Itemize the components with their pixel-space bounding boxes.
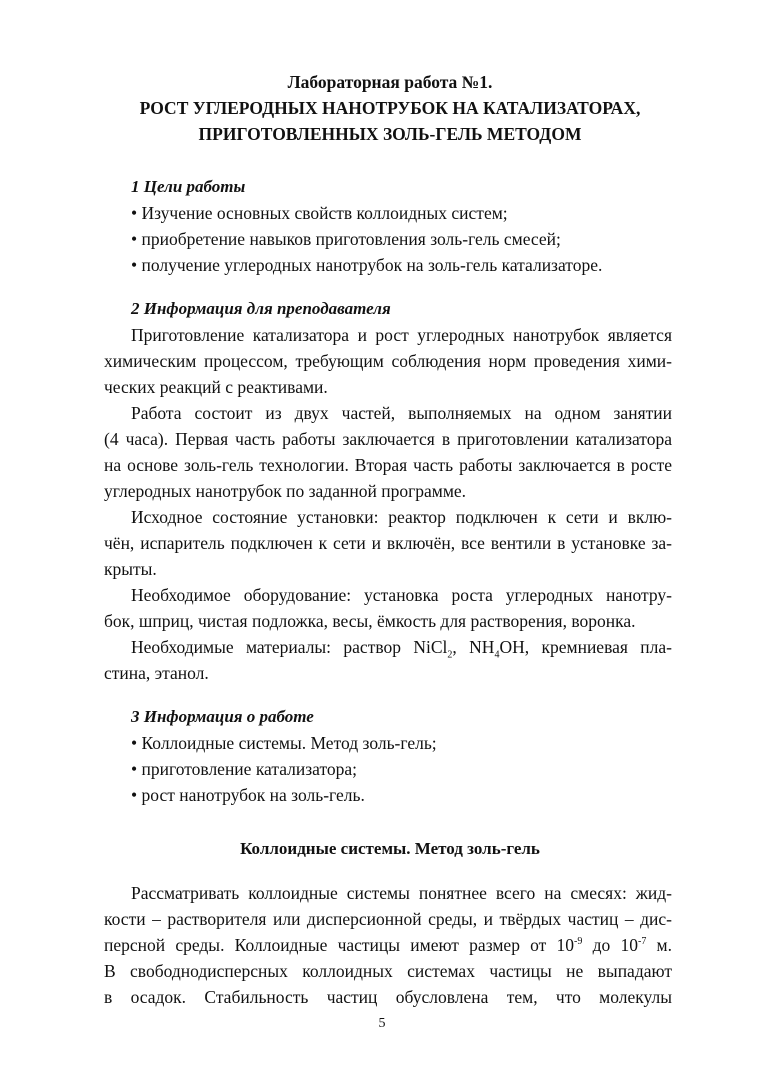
- list-item: • приобретение навыков приготовления золь-гель смесей;: [131, 229, 561, 249]
- section-heading-goals: 1 Цели работы: [131, 177, 246, 196]
- subscript: 4: [494, 649, 500, 661]
- paragraph-line: на основе золь-гель технологии. Вторая часть работы заключается в росте: [104, 455, 672, 475]
- paragraph-line: Рассматривать коллоидные системы понятнее всего на смесях: жид-: [131, 883, 672, 903]
- paragraph-line-materials: [131, 634, 672, 660]
- subscript: 2: [447, 649, 453, 661]
- subsection-heading: Коллоидные системы. Метод золь-гель: [240, 839, 540, 858]
- list-item: • приготовление катализатора;: [131, 759, 358, 779]
- paragraph-line: Необходимое оборудование: установка роста углеродных нанотру-: [131, 585, 672, 605]
- paragraph-line: бок, шприц, чистая подложка, весы, ёмкость для растворения, воронка.: [104, 611, 636, 631]
- list-item: • получение углеродных нанотрубок на золь-гель катализаторе.: [131, 255, 603, 275]
- list-item: • рост нанотрубок на золь-гель.: [131, 785, 365, 805]
- superscript: -7: [637, 936, 647, 948]
- paragraph-line: в осадок. Стабильность частиц обусловлена тем, что молекулы: [104, 987, 672, 1007]
- text-run: , NH: [452, 637, 495, 657]
- lab-title: Лабораторная работа №1.: [287, 72, 493, 92]
- text-run: Необходимые материалы: раствор NiCl: [131, 637, 448, 657]
- section-heading-work-info: 3 Информация о работе: [131, 707, 314, 726]
- list-item: • Изучение основных свойств коллоидных систем;: [131, 203, 508, 223]
- lab-subtitle-line2: ПРИГОТОВЛЕННЫХ ЗОЛЬ-ГЕЛЬ МЕТОДОМ: [198, 124, 582, 144]
- text-run: OH, кремниевая пла-: [499, 637, 672, 657]
- text-run: персной среды. Коллоидные частицы имеют размер от 10: [104, 935, 575, 955]
- text-run: до 10: [582, 935, 638, 955]
- paragraph-line: кости – растворителя или дисперсионной среды, и твёрдых частиц – дис-: [104, 909, 672, 929]
- paragraph-line: ческих реакций с реактивами.: [104, 377, 328, 397]
- paragraph-line: химическим процессом, требующим соблюдения норм проведения хими-: [104, 351, 672, 371]
- paragraph-line: стина, этанол.: [104, 663, 209, 683]
- paragraph-line: В свободнодисперсных коллоидных системах частицы не выпадают: [104, 961, 672, 981]
- section-heading-teacher-info: 2 Информация для преподавателя: [131, 299, 391, 318]
- lab-subtitle-line1: РОСТ УГЛЕРОДНЫХ НАНОТРУБОК НА КАТАЛИЗАТОРАХ,: [139, 98, 641, 118]
- paragraph-line: Приготовление катализатора и рост углеродных нанотрубок является: [131, 325, 672, 345]
- paragraph-line: Исходное состояние установки: реактор подключен к сети и вклю-: [131, 507, 672, 527]
- superscript: -9: [574, 936, 583, 948]
- paragraph-line: (4 часа). Первая часть работы заключается в приготовлении катализатора: [104, 429, 672, 449]
- paragraph-line: чён, испаритель подключен к сети и включён, все вентили в установке за-: [104, 533, 672, 553]
- paragraph-line: углеродных нанотрубок по заданной программе.: [104, 481, 467, 501]
- paragraph-line: Работа состоит из двух частей, выполняемых на одном занятии: [131, 403, 672, 423]
- text-run: м.: [646, 935, 672, 955]
- list-item: • Коллоидные системы. Метод золь-гель;: [131, 733, 437, 753]
- paragraph-line: крыты.: [104, 559, 157, 579]
- page-number: 5: [378, 1016, 386, 1031]
- paragraph-line-size: [104, 932, 672, 958]
